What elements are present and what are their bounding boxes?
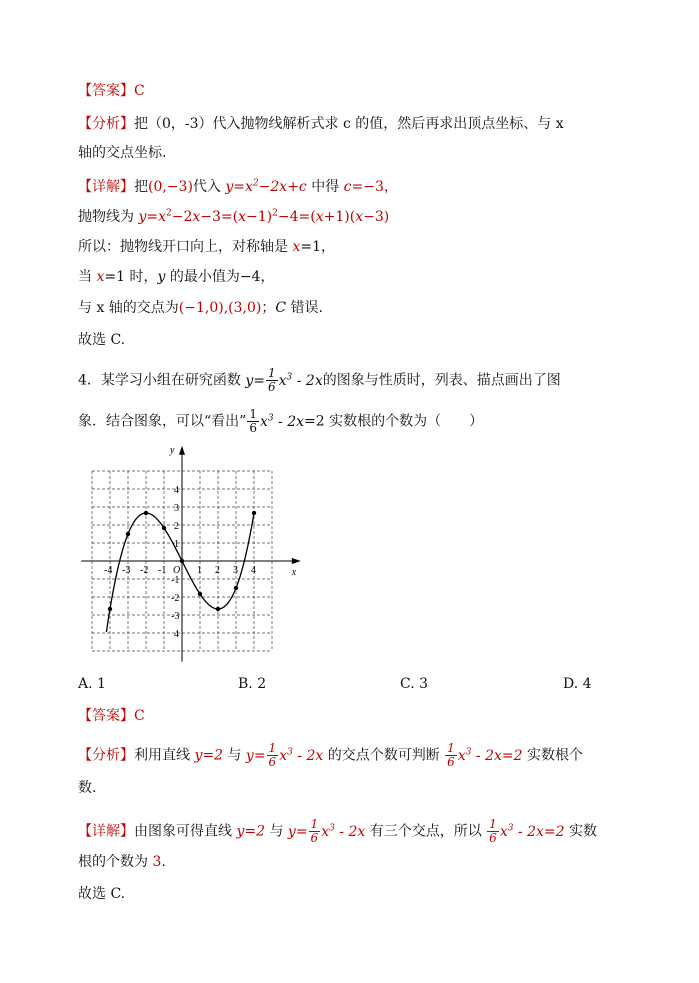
axis-labels <box>104 445 297 640</box>
fraction-denominator: 6 <box>310 831 319 845</box>
fraction-numerator: 1 <box>447 741 455 755</box>
detail-text: 把 <box>134 179 148 195</box>
x-tick-label: -1 <box>158 565 167 576</box>
fraction <box>445 742 457 769</box>
equation: $x^3 - 2x$ <box>259 412 305 430</box>
analysis-text: 把（0，-3）代入抛物线解析式求 c 的值，然后再求出顶点坐标、与 x <box>134 116 564 132</box>
function-graph <box>68 438 308 668</box>
value-c: =−3， <box>351 179 398 195</box>
stem-text: 4．某学习小组在研究函数 <box>78 372 246 389</box>
root-count: 3 <box>152 854 162 870</box>
option-c[interactable]: C. 3 <box>400 676 429 692</box>
fraction-denominator: 6 <box>447 755 455 769</box>
equation: $\frac{1}{6}$ $x^3 - 2x=2$ <box>489 817 565 845</box>
detail-text: =1 时， <box>104 269 158 285</box>
answer-tag: 【答案】 <box>78 83 134 99</box>
line-equation: y=2 <box>236 823 265 840</box>
detail-text: 代入 <box>192 179 226 195</box>
plotted-point <box>234 586 238 590</box>
y-tick-label: -3 <box>171 611 180 622</box>
fraction-denominator: 6 <box>268 380 276 394</box>
fraction <box>309 818 321 845</box>
y-tick-label: 4 <box>174 629 179 640</box>
detail-text: =1， <box>300 239 335 255</box>
q3-detail-line2 <box>78 207 389 227</box>
detail-text: 与 <box>269 823 288 840</box>
q3-detail-line3 <box>78 237 335 257</box>
plotted-point <box>180 559 184 563</box>
y-axis-arrow <box>179 446 185 455</box>
x-axis-label: x <box>291 567 297 578</box>
plotted-point <box>144 511 148 515</box>
plotted-point <box>252 511 256 515</box>
detail-text: 抛物线为 <box>78 209 139 225</box>
origin-label: O <box>173 565 181 576</box>
y-tick-label: 2 <box>174 521 179 532</box>
fraction-numerator: 1 <box>489 817 497 831</box>
analysis-text: 轴的交点坐标. <box>78 145 167 161</box>
detail-text: 的最小值为−4， <box>165 269 275 285</box>
fraction-numerator: 1 <box>268 741 277 755</box>
fraction <box>247 408 259 435</box>
detail-text: 由图象可得直线 <box>134 823 237 840</box>
analysis-text: 数. <box>78 780 97 796</box>
q3-detail-line5 <box>78 298 323 318</box>
fraction <box>266 367 278 394</box>
answer-value: C <box>134 708 145 724</box>
detail-text: 当 <box>78 269 97 285</box>
plotted-point <box>216 607 220 611</box>
q3-conclusion <box>78 330 125 350</box>
option-d[interactable]: D. 4 <box>563 676 592 692</box>
q4-detail-line1 <box>78 818 597 845</box>
y-axis-label: y <box>170 445 175 456</box>
y-tick-label: 1 <box>174 539 179 550</box>
q4-conclusion <box>78 884 125 904</box>
option-b[interactable]: B. 2 <box>238 676 267 692</box>
detail-text: 错误. <box>286 300 323 316</box>
fraction-denominator: 6 <box>249 421 257 435</box>
detail-text: . <box>161 854 166 870</box>
x-axis-arrow <box>292 558 301 564</box>
plotted-point <box>198 592 202 596</box>
fraction-denominator: 6 <box>268 755 277 769</box>
variable-x: x <box>292 239 301 255</box>
variable-y: y <box>157 269 166 285</box>
detail-text: 中得 <box>311 179 344 195</box>
q4-detail-line2 <box>78 852 166 872</box>
fraction-numerator: 1 <box>249 407 257 421</box>
stem-text: 实数根的个数为（ ） <box>329 413 484 430</box>
detail-text: 根的个数为 <box>78 854 153 870</box>
q3-analysis-line2 <box>78 143 166 163</box>
analysis-text: 与 <box>227 747 246 764</box>
y-tick-label: 4 <box>174 485 179 496</box>
x-tick-label: -3 <box>122 565 131 576</box>
option-c-ref: C <box>275 300 287 316</box>
x-tick-label: 2 <box>215 565 220 576</box>
q4-stem-line2: 象．结合图象，可以“看出” $\frac{1}{6}$ $x^3 - 2x=2$ 实数根的个数为（ ） <box>78 407 484 435</box>
detail-text: 实数 <box>568 823 597 840</box>
parabola-expansion: $y=x^2-2x-3=(x-1)^2-4=(x+1)(x-3)$ <box>138 208 390 225</box>
function-formula: y= $\frac{1}{6}$ $x^3 - 2x$ <box>245 741 324 769</box>
analysis-tag: 【分析】 <box>78 747 134 764</box>
y-tick-label: 3 <box>174 503 179 514</box>
parabola-formula: $y=x^2-2x+c$ <box>225 178 307 195</box>
detail-tag: 【详解】 <box>78 823 134 840</box>
answer-value: C <box>134 83 145 99</box>
function-formula: y= $\frac{1}{6}$ $x^3 - 2x$ <box>245 366 323 394</box>
y-tick-label: -2 <box>171 593 180 604</box>
x-tick-label: -4 <box>104 565 113 576</box>
analysis-text: 的交点个数可判断 <box>327 747 445 764</box>
detail-text: 与 x 轴的交点为 <box>78 300 179 316</box>
function-formula: y= $\frac{1}{6}$ $x^3 - 2x$ <box>287 817 366 845</box>
detail-text: 所以：抛物线开口向上，对称轴是 <box>78 239 293 255</box>
axes <box>81 446 301 662</box>
stem-text: 象．结合图象，可以“看出” <box>78 413 247 430</box>
q4-analysis-line1 <box>78 742 583 769</box>
equation: $\frac{1}{6}$ $x^3 - 2x=2$ <box>447 741 523 769</box>
q4-analysis-line2 <box>78 778 96 798</box>
q3-detail-line4 <box>78 267 274 287</box>
x-tick-label: 3 <box>233 565 238 576</box>
conclusion-text: 故选 C. <box>78 332 126 348</box>
fraction <box>487 818 499 845</box>
intersection-points: (−1,0),(3,0) <box>178 300 262 316</box>
y-tick-label: -1 <box>171 575 180 586</box>
plotted-point <box>108 607 112 611</box>
variable-c: c <box>343 179 352 195</box>
detail-text: 有三个交点，所以 <box>369 823 487 840</box>
detail-text: ； <box>261 300 276 316</box>
q3-answer-line <box>78 81 145 101</box>
x-tick-label: -2 <box>140 565 149 576</box>
q3-detail-line1 <box>78 177 398 197</box>
variable-x: x <box>96 269 105 285</box>
point-expression: (0,−3) <box>148 179 193 195</box>
line-equation: y=2 <box>194 747 223 764</box>
x-tick-label: 4 <box>251 565 256 576</box>
stem-text: 的图象与性质时，列表、描点画出了图 <box>322 372 561 389</box>
x-tick-label: 1 <box>197 565 202 576</box>
fraction <box>267 742 279 769</box>
analysis-text: 利用直线 <box>134 747 195 764</box>
q3-analysis-line1 <box>78 114 564 134</box>
fraction-denominator: 6 <box>489 831 497 845</box>
conclusion-text: 故选 C. <box>78 886 126 902</box>
answer-tag: 【答案】 <box>78 708 134 724</box>
analysis-tag: 【分析】 <box>78 116 134 132</box>
option-a[interactable]: A. 1 <box>78 676 106 692</box>
fraction-numerator: 1 <box>268 366 276 380</box>
plotted-point <box>126 532 130 536</box>
q4-stem-line1 <box>78 367 561 394</box>
fraction-numerator: 1 <box>310 817 319 831</box>
plotted-point <box>162 526 166 530</box>
analysis-text: 实数根个 <box>526 747 583 764</box>
detail-tag: 【详解】 <box>78 179 134 195</box>
q4-answer-line <box>78 706 145 726</box>
